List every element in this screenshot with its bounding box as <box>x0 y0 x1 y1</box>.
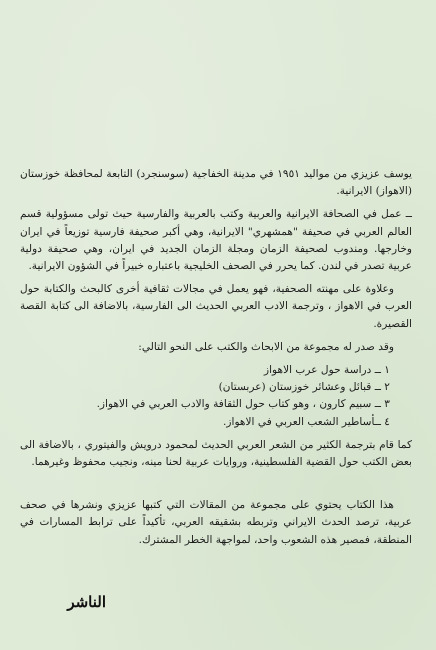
body-text <box>20 166 412 555</box>
section-spacer <box>20 477 412 497</box>
publisher-signature: الناشر <box>67 593 106 611</box>
paragraph-author-birth: يوسف عزيزي من مواليد ١٩٥١ في مدينة الخفاجية (سوسنجرد) التابعة لمحافظة خوزستان (الاهواز) الايرانية. <box>20 168 412 198</box>
paragraph-cultural-work: وعلاوة على مهنته الصحفية، فهو يعمل في مجالات ثقافية أخرى كالبحث والكتابة حول العرب في الاهواز ، وترجمة الادب العربي الحديث الى الفارسية، بالاضافة الى كتابة القصة القصيرة. <box>20 283 412 330</box>
list-item: ٣ ــ سبيم كارون ، وهو كتاب حول الثقافة والادب العربي في الاهواز. <box>96 398 390 411</box>
paragraph-career: ــ عمل في الصحافة الايرانية والعربية وكتب بالعربية والفارسية حيث تولى مسؤولية قسم العالم العربي في صحيفة "همشهري" الايرانية، وهي أكبر صحيفة فارسية توزيعاً في ايران وخارجها. ومندوب لصحيفة الزمان ومجلة الزمان الجديد في ايران، وهي صحيفة دولية عربية تصدر في لندن. كما يحرر في الصحف الخليجية باعتباره خبيراً في الشؤون الايرانية. <box>20 208 412 273</box>
list-item: ٢ ــ قبائل وعشائر خوزستان (عربستان) <box>218 381 390 394</box>
paragraph-book-summary: هذا الكتاب يحتوي على مجموعة من المقالات التي كتبها عزيزي ونشرها في صحف عربية، ترصد الحدث الايراني وتربطه بشقيقه العربي، تأكيداً على ترابط المسارات في المنطقة، فمصير هذه الشعوب واحد، لمواجهة الخطر المشترك. <box>20 499 412 546</box>
paragraph-publications-intro: وقد صدر له مجموعة من الابحاث والكتب على النحو التالي: <box>138 340 394 353</box>
list-item: ١ ــ دراسة حول عرب الاهواز <box>263 364 390 377</box>
publications-list <box>20 362 412 431</box>
list-item: ٤ ــأساطير الشعب العربي في الاهواز. <box>223 415 390 428</box>
paragraph-translations: كما قام بترجمة الكثير من الشعر العربي الحديث لمحمود درويش والفيتوري ، بالاضافة الى بعض الكتب حول القضية الفلسطينية، وروايات عربية لحنا مينه، ونجيب محفوظ وغيرهما. <box>20 438 412 469</box>
